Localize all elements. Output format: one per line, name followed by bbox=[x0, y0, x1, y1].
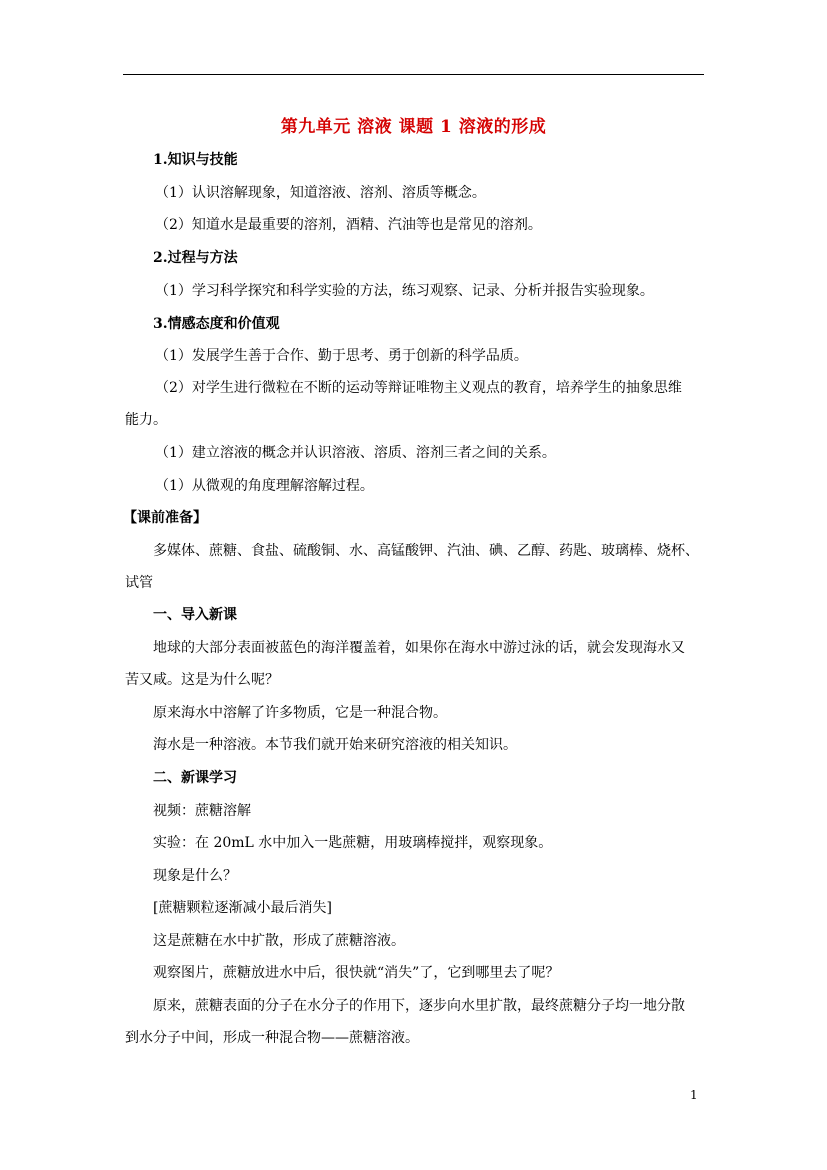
paragraph-preparation-line-1: 多媒体、蔗糖、食盐、硫酸铜、水、高锰酸钾、汽油、碘、乙醇、药匙、玻璃棒、烧杯、 bbox=[153, 543, 699, 559]
paragraph-experiment: 实验：在 20mL 水中加入一匙蔗糖，用玻璃棒搅拌，观察现象。 bbox=[153, 835, 553, 851]
page-title: 第九单元 溶液 课题 1 溶液的形成 bbox=[280, 117, 547, 137]
paragraph-emotion-2-line-1: （2）对学生进行微粒在不断的运动等辩证唯物主义观点的教育，培养学生的抽象思维 bbox=[155, 380, 682, 396]
paragraph-preparation-line-2: 试管 bbox=[125, 575, 153, 591]
paragraph-intro-3: 海水是一种溶液。本节我们就开始来研究溶液的相关知识。 bbox=[153, 737, 517, 753]
paragraph-intro-1-line-1: 地球的大部分表面被蓝色的海洋覆盖着，如果你在海水中游过泳的话，就会发现海水又 bbox=[153, 640, 685, 656]
paragraph-emotion-2-line-2: 能力。 bbox=[125, 412, 167, 428]
heading-preparation: 【课前准备】 bbox=[123, 510, 207, 526]
paragraph-emotion-1: （1）发展学生善于合作、勤于思考、勇于创新的科学品质。 bbox=[155, 348, 528, 364]
paragraph-reason-line-1: 原来，蔗糖表面的分子在水分子的作用下，逐步向水里扩散，最终蔗糖分子均一地分散 bbox=[153, 998, 685, 1014]
heading-intro: 一、导入新课 bbox=[153, 607, 237, 623]
paragraph-intro-1-line-2: 苦又咸。这是为什么呢？ bbox=[125, 672, 279, 688]
paragraph-video: 视频：蔗糖溶解 bbox=[153, 803, 251, 819]
paragraph-difficulty: （1）从微观的角度理解溶解过程。 bbox=[155, 478, 374, 494]
heading-new-lesson: 二、新课学习 bbox=[153, 770, 237, 786]
paragraph-explain: 这是蔗糖在水中扩散，形成了蔗糖溶液。 bbox=[153, 933, 405, 949]
paragraph-key-point: （1）建立溶液的概念并认识溶液、溶质、溶剂三者之间的关系。 bbox=[155, 445, 556, 461]
paragraph-intro-2: 原来海水中溶解了许多物质，它是一种混合物。 bbox=[153, 705, 447, 721]
paragraph-process-1: （1）学习科学探究和科学实验的方法，练习观察、记录、分析并报告实验现象。 bbox=[155, 283, 654, 299]
paragraph-reason-line-2: 到水分子中间，形成一种混合物——蔗糖溶液。 bbox=[125, 1030, 419, 1046]
paragraph-answer: [蔗糖颗粒逐渐减小最后消失] bbox=[153, 900, 332, 916]
paragraph-observe: 观察图片，蔗糖放进水中后，很快就“消失”了，它到哪里去了呢？ bbox=[153, 965, 560, 981]
paragraph-knowledge-1: （1）认识溶解现象，知道溶液、溶剂、溶质等概念。 bbox=[155, 185, 486, 201]
heading-knowledge: 1.知识与技能 bbox=[153, 152, 238, 168]
paragraph-question: 现象是什么？ bbox=[153, 868, 237, 884]
page-number: 1 bbox=[690, 1088, 698, 1102]
heading-process: 2.过程与方法 bbox=[153, 250, 238, 266]
header-rule bbox=[123, 74, 704, 75]
heading-emotion: 3.情感态度和价值观 bbox=[153, 316, 280, 332]
paragraph-knowledge-2: （2）知道水是最重要的溶剂，酒精、汽油等也是常见的溶剂。 bbox=[155, 217, 542, 233]
